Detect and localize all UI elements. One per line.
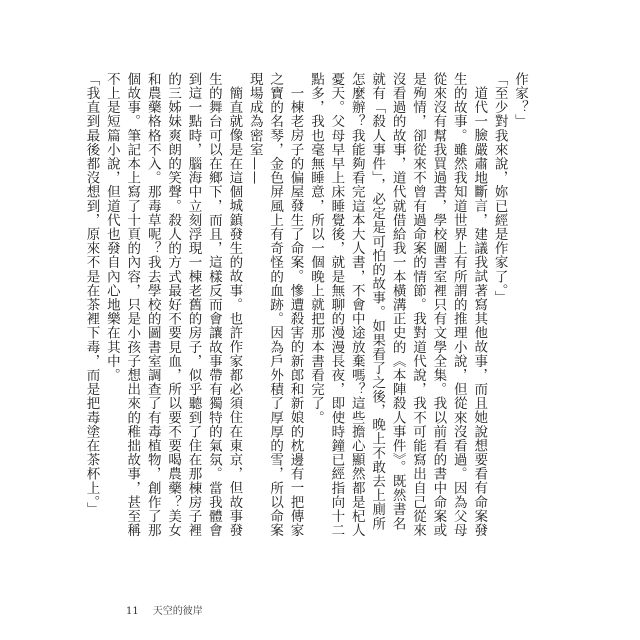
page-footer [126, 602, 203, 617]
paragraph: 道代一臉嚴肅地斷言，建議我試著寫其他故事，而且她說想要看有命案發生的故事。雖然我知道世界上有所謂的推理小說，但從來沒看過。因為父母從來沒有幫我買過書，學校圖書室裡只有文學全集。我以前看的書中命案或是殉情，卻從來不曾有過命案的情節。我對道代說，我不可能寫出自己從來沒看過的故事，道代就借給我一本橫溝正史的《本陣殺人事件》。既然書名就有「殺人事件」，必定是可怕的故事。如果看了之後，晚上不敢去上廁所怎麼辦？我能夠看完這本大人書，不會中途放棄嗎？這些擔心顯然都是杞人憂天。父母早早上床睡覺後，就是無聊的漫漫長夜，即使時鐘已經指向十二點多，我也毫無睡意，所以一個晚上就把那本書看完了。 [307, 72, 488, 538]
paragraph: 一棟老房子的偏屋發生了命案。慘遭殺害的新郎和新娘的枕邊有一把傳家之寶的名琴，金色屏風上有奇怪的血跡。因為戶外積了厚厚的雪，所以命案現場成為密室—— [246, 72, 304, 538]
paragraph: 簡直就像是在這個城鎮發生的故事。也許作家都必須住在東京，但故事發生的舞台可以在鄉下，而且，這樣反而會讓故事帶有獨特的氣氛。當我體會到這一點時，腦海中立刻浮現一棟老舊的房子，似乎聽到了住在那棟房子裡的三姊妹爽朗的笑聲。殺人的方式最好不要見血，所以要不要喝農藥？美女和農藥格格不入。那毒草呢？我去學校的圖書室調查了有毒植物，創作了那個故事。筆記本上寫了十頁的內容，只是小孩子想出來的稚拙故事，甚至稱不上是短篇小說，但道代也發自內心地樂在其中。 [103, 72, 243, 538]
paragraph: 作家？」 [512, 72, 528, 129]
page-number: 11 [126, 606, 139, 617]
paragraph: 「至少對我來說，妳已經是作家了。」 [491, 72, 508, 305]
paragraph: 「我直到最後都沒想到，原來不是在茶裡下毒，而是把毒塗在茶杯上。」 [83, 72, 100, 517]
running-title: 天空的彼岸 [152, 606, 203, 617]
vertical-body-text [83, 72, 530, 542]
